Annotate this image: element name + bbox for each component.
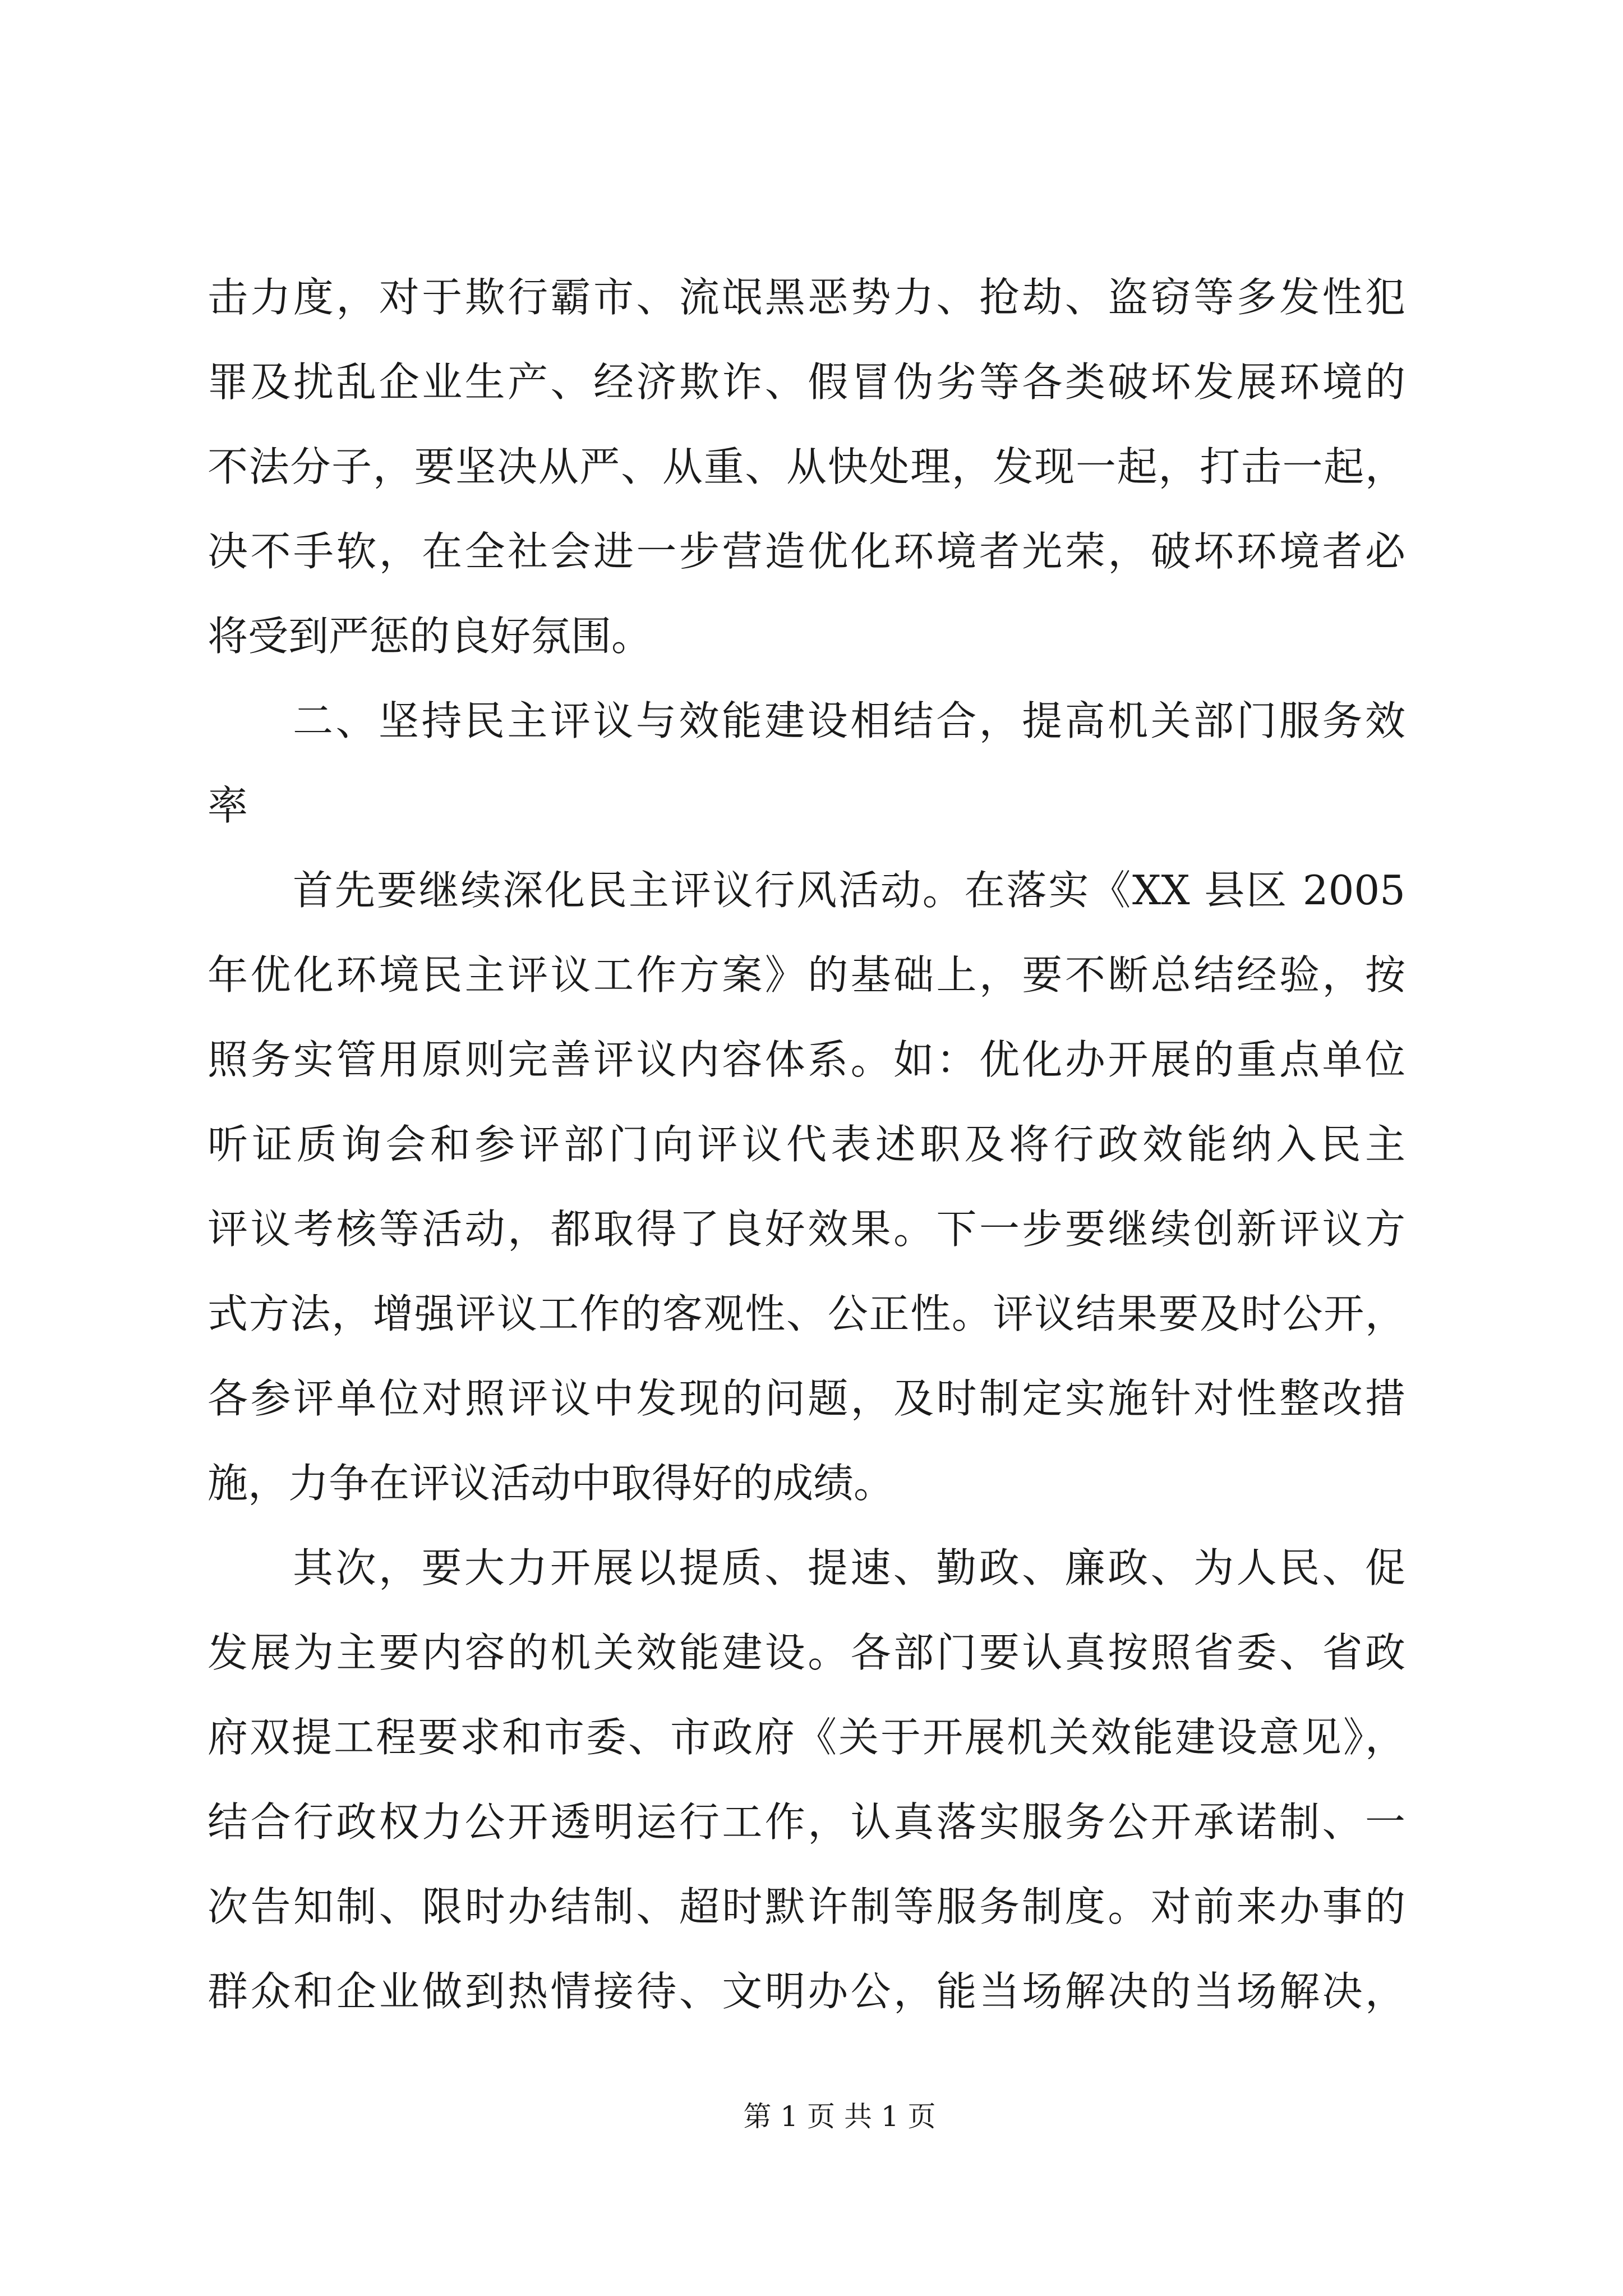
text-line: 不法分子，要坚决从严、从重、从快处理，发现一起，打击一起， [208, 443, 1405, 490]
heading-line: 二、坚持民主评议与效能建设相结合，提高机关部门服务效 [293, 697, 1405, 744]
paragraph-second [208, 1526, 1405, 2034]
text-line: 式方法，增强评议工作的客观性、公正性。评议结果要及时公开， [208, 1290, 1405, 1337]
text-line: 群众和企业做到热情接待、文明办公，能当场解决的当场解决， [208, 1968, 1405, 2015]
text-line: 首先要继续深化民主评议行风活动。在落实《XX 县区 2005 [293, 867, 1405, 914]
text-line: 府双提工程要求和市委、市政府《关于开展机关效能建设意见》， [208, 1714, 1405, 1761]
text-line: 次告知制、限时办结制、超时默许制等服务制度。对前来办事的 [208, 1883, 1405, 1930]
text-line: 发展为主要内容的机关效能建设。各部门要认真按照省委、省政 [208, 1629, 1405, 1676]
section-heading [208, 679, 1405, 848]
text-line: 各参评单位对照评议中发现的问题，及时制定实施针对性整改措 [208, 1375, 1405, 1422]
text-line: 击力度，对于欺行霸市、流氓黑恶势力、抢劫、盗窃等多发性犯 [208, 274, 1405, 321]
text-line: 评议考核等活动，都取得了良好效果。下一步要继续创新评议方 [208, 1205, 1405, 1253]
text-line: 决不手软，在全社会进一步营造优化环境者光荣，破坏环境者必 [208, 528, 1405, 575]
text-line: 其次，要大力开展以提质、提速、勤政、廉政、为人民、促 [293, 1544, 1405, 1591]
page-number-footer: 第 1 页 共 1 页 [743, 2100, 936, 2133]
text-line: 照务实管用原则完善评议内容体系。如：优化办开展的重点单位 [208, 1036, 1405, 1083]
text-line: 年优化环境民主评议工作方案》的基础上，要不断总结经验，按 [208, 951, 1405, 999]
text-line: 施，力争在评议活动中取得好的成绩。 [208, 1460, 895, 1507]
text-line: 听证质询会和参评部门向评议代表述职及将行政效能纳入民主 [208, 1121, 1405, 1168]
text-line: 将受到严惩的良好氛围。 [208, 613, 652, 660]
text-line: 结合行政权力公开透明运行工作，认真落实服务公开承诺制、一 [208, 1798, 1405, 1846]
heading-line: 率 [208, 782, 248, 829]
document-body [208, 255, 1405, 2034]
paragraph-continued [208, 255, 1405, 679]
text-line: 罪及扰乱企业生产、经济欺诈、假冒伪劣等各类破坏发展环境的 [208, 358, 1405, 406]
paragraph-first [208, 848, 1405, 1526]
